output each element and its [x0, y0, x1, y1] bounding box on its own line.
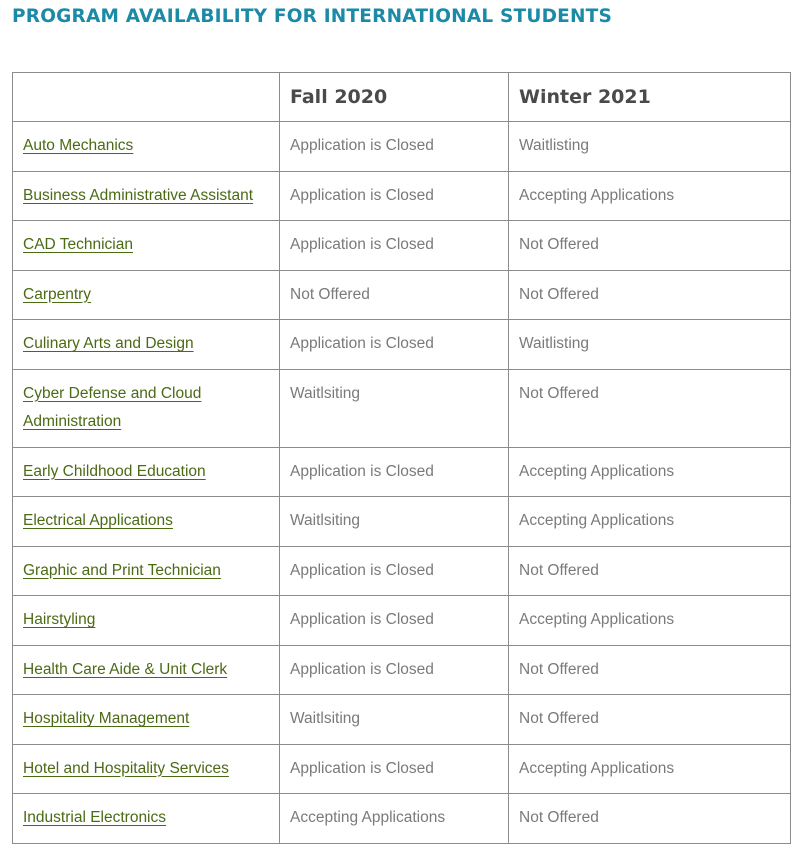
table-row	[13, 221, 791, 271]
table-row	[13, 320, 791, 370]
table-row	[13, 447, 791, 497]
winter-status: Not Offered	[509, 695, 791, 745]
fall-status: Application is Closed	[280, 645, 509, 695]
header-fall-2020: Fall 2020	[280, 73, 509, 122]
table-header-row	[13, 73, 791, 122]
fall-status: Application is Closed	[280, 447, 509, 497]
program-link-early-childhood-education[interactable]: Early Childhood Education	[23, 462, 206, 480]
fall-status: Application is Closed	[280, 122, 509, 172]
program-link-business-administrative-assistant[interactable]: Business Administrative Assistant	[23, 186, 254, 204]
winter-status: Accepting Applications	[509, 497, 791, 547]
winter-status: Not Offered	[509, 369, 791, 447]
table-row	[13, 497, 791, 547]
winter-status: Accepting Applications	[509, 171, 791, 221]
program-link-carpentry[interactable]: Carpentry	[23, 285, 92, 303]
fall-status: Application is Closed	[280, 546, 509, 596]
program-link-hairstyling[interactable]: Hairstyling	[23, 611, 96, 628]
program-cell	[13, 794, 280, 844]
program-cell	[13, 546, 280, 596]
program-availability-table	[12, 72, 791, 844]
fall-status: Waitlsiting	[280, 497, 509, 547]
winter-status: Not Offered	[509, 645, 791, 695]
program-cell	[13, 320, 280, 370]
fall-status: Application is Closed	[280, 320, 509, 370]
winter-status: Accepting Applications	[509, 596, 791, 646]
program-cell	[13, 645, 280, 695]
winter-status: Waitlisting	[509, 122, 791, 172]
program-cell	[13, 270, 280, 320]
fall-status: Application is Closed	[280, 171, 509, 221]
winter-status: Not Offered	[509, 794, 791, 844]
winter-status: Accepting Applications	[509, 744, 791, 794]
program-link-cyber-defense-and-cloud-administration[interactable]: Cyber Defense and Cloud Administration	[23, 384, 202, 430]
program-link-auto-mechanics[interactable]: Auto Mechanics	[23, 137, 134, 154]
program-cell	[13, 447, 280, 497]
winter-status: Not Offered	[509, 270, 791, 320]
table-row	[13, 645, 791, 695]
program-link-health-care-aide-unit-clerk[interactable]: Health Care Aide & Unit Clerk	[23, 660, 228, 678]
program-link-culinary-arts-and-design[interactable]: Culinary Arts and Design	[23, 335, 194, 352]
table-row	[13, 171, 791, 221]
program-cell	[13, 171, 280, 221]
program-link-cad-technician[interactable]: CAD Technician	[23, 236, 133, 253]
table-row	[13, 596, 791, 646]
table-row	[13, 270, 791, 320]
fall-status: Application is Closed	[280, 744, 509, 794]
fall-status: Not Offered	[280, 270, 509, 320]
program-cell	[13, 221, 280, 271]
fall-status: Accepting Applications	[280, 794, 509, 844]
fall-status: Waitlsiting	[280, 695, 509, 745]
program-cell	[13, 122, 280, 172]
table-row	[13, 695, 791, 745]
program-link-hotel-and-hospitality-services[interactable]: Hotel and Hospitality Services	[23, 759, 229, 777]
program-link-graphic-and-print-technician[interactable]: Graphic and Print Technician	[23, 561, 221, 579]
winter-status: Accepting Applications	[509, 447, 791, 497]
program-link-industrial-electronics[interactable]: Industrial Electronics	[23, 809, 167, 826]
table-row	[13, 369, 791, 447]
fall-status: Application is Closed	[280, 596, 509, 646]
table-row	[13, 546, 791, 596]
winter-status: Not Offered	[509, 221, 791, 271]
program-cell	[13, 497, 280, 547]
winter-status: Not Offered	[509, 546, 791, 596]
header-winter-2021: Winter 2021	[509, 73, 791, 122]
program-cell	[13, 744, 280, 794]
fall-status: Application is Closed	[280, 221, 509, 271]
program-link-electrical-applications[interactable]: Electrical Applications	[23, 512, 173, 529]
program-link-hospitality-management[interactable]: Hospitality Management	[23, 710, 190, 727]
fall-status: Waitlsiting	[280, 369, 509, 447]
header-program	[13, 73, 280, 122]
table-row	[13, 122, 791, 172]
winter-status: Waitlisting	[509, 320, 791, 370]
table-row	[13, 794, 791, 844]
program-cell	[13, 695, 280, 745]
page-title: PROGRAM AVAILABILITY FOR INTERNATIONAL STUDENTS	[12, 6, 612, 27]
program-cell	[13, 369, 280, 447]
table-row	[13, 744, 791, 794]
program-cell	[13, 596, 280, 646]
